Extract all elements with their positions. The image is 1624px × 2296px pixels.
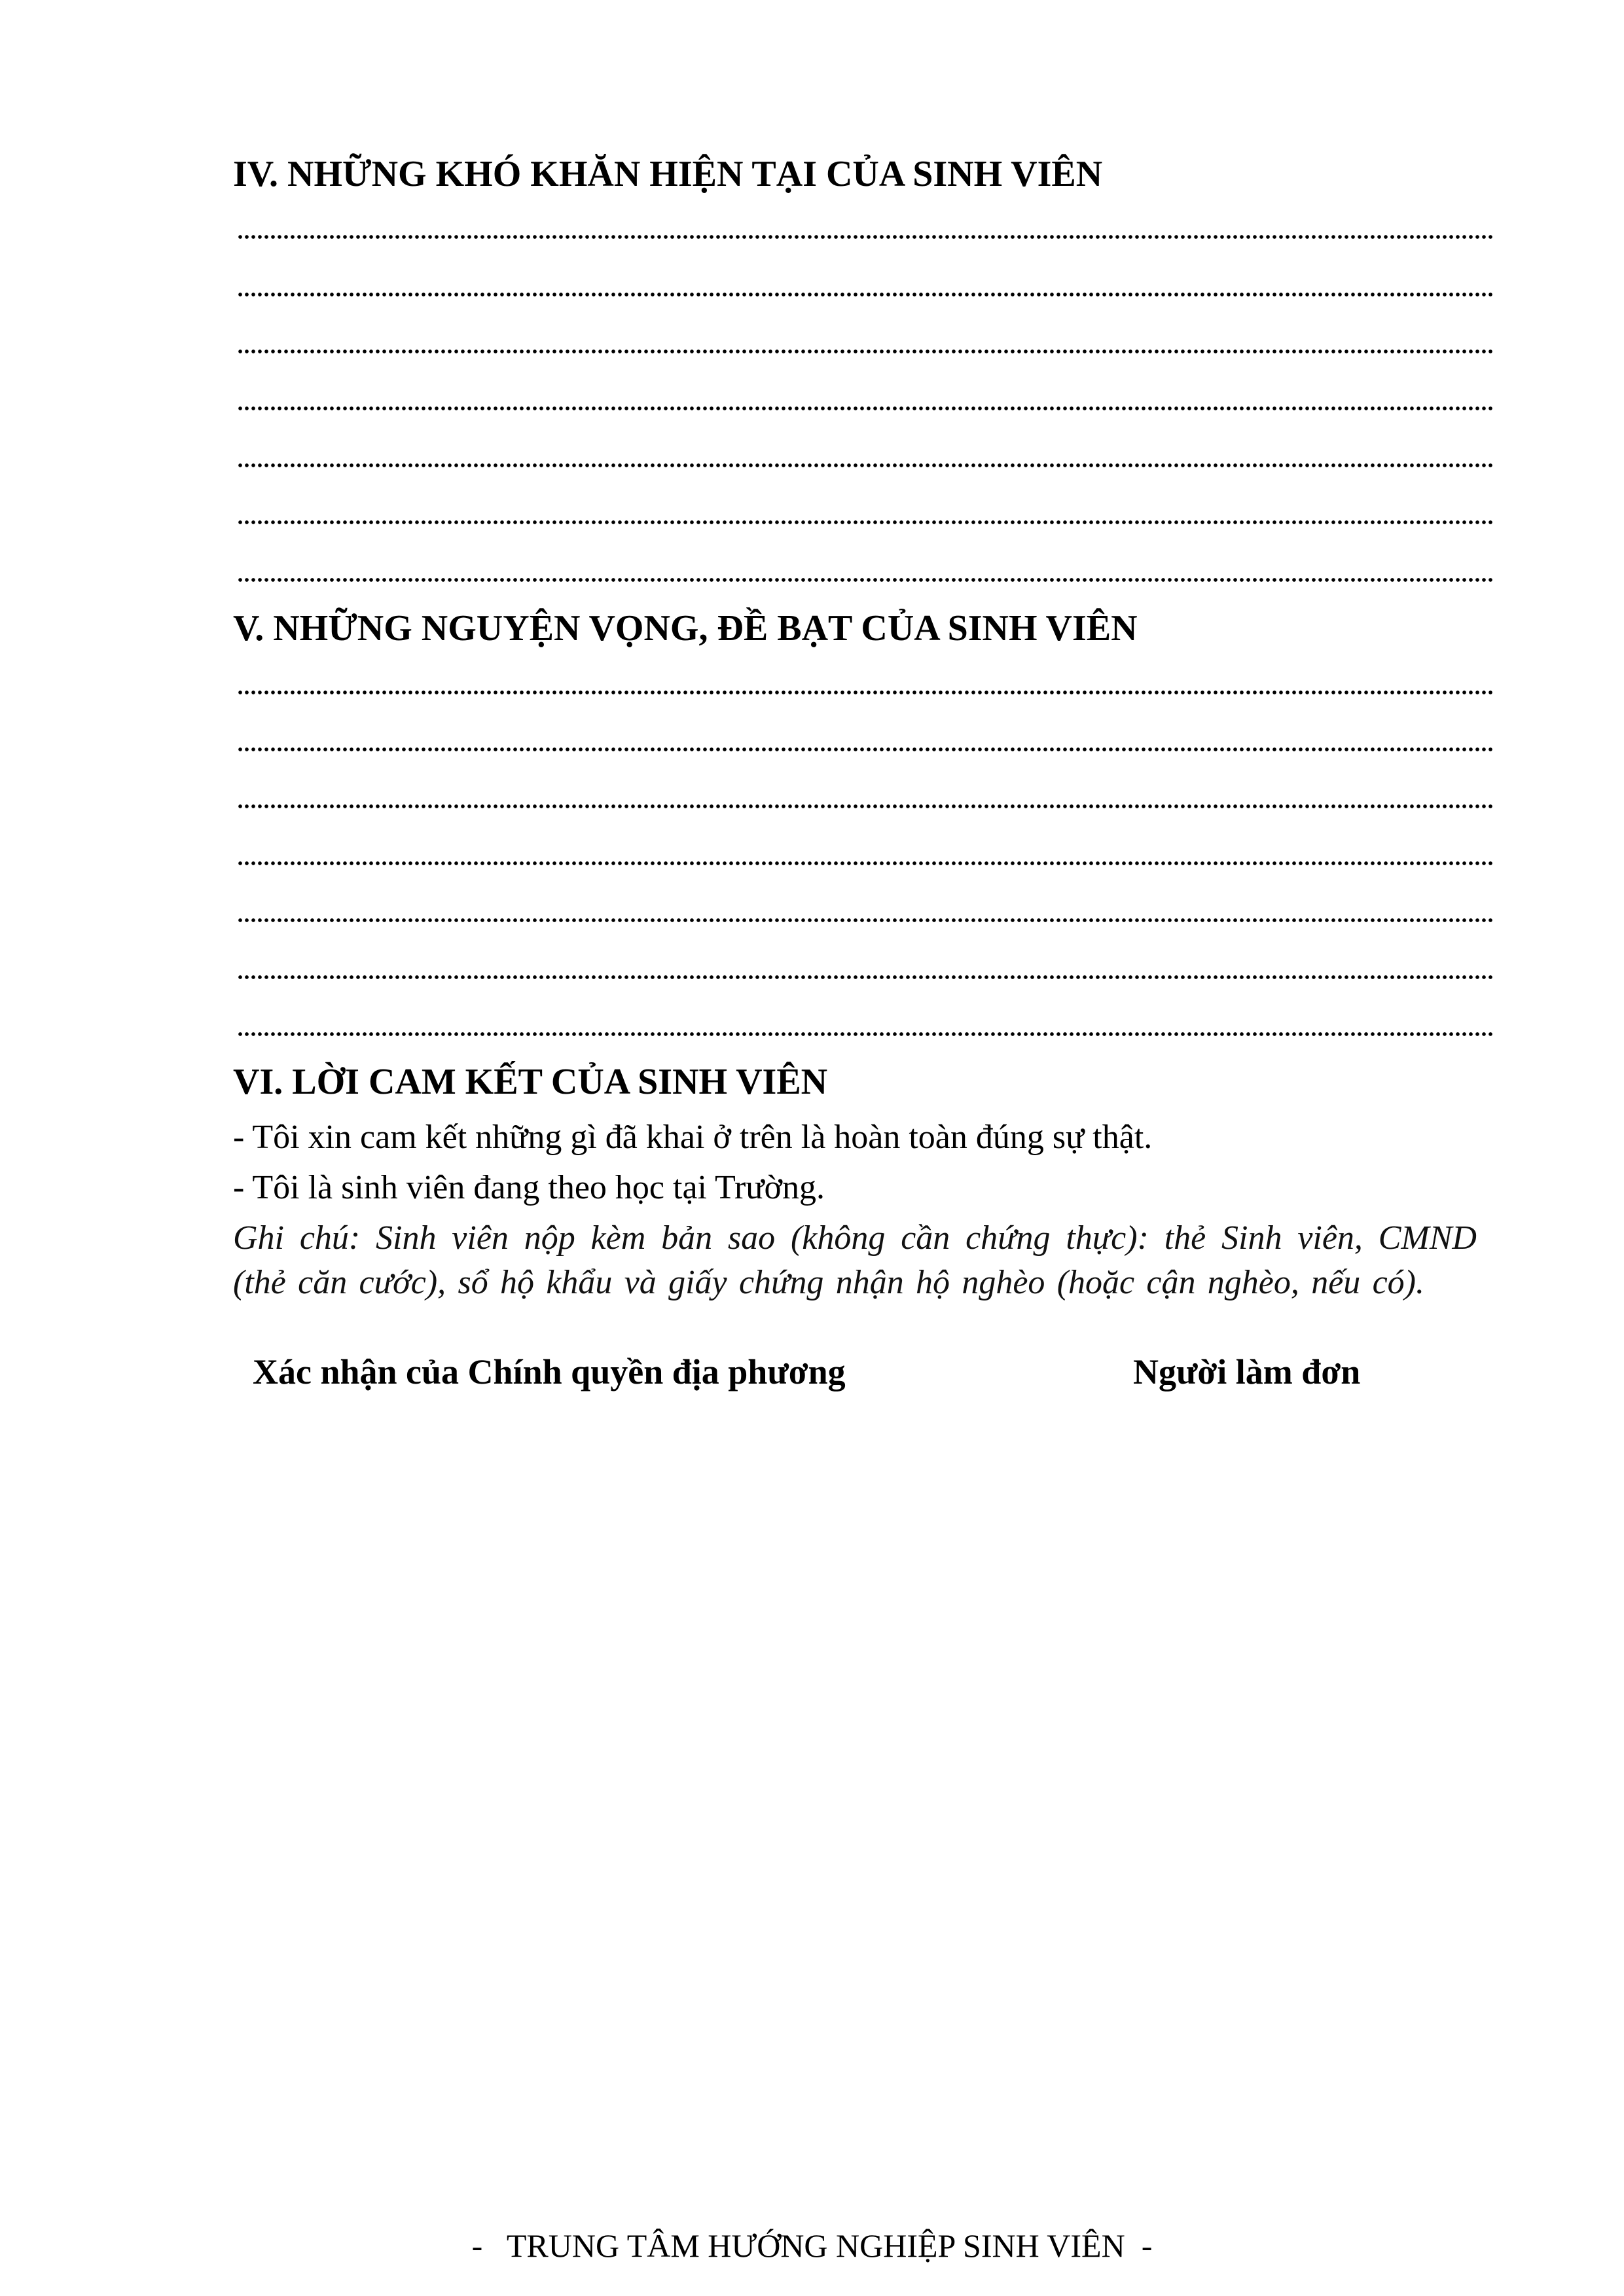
section-iv-heading: IV. NHỮNG KHÓ KHĂN HIỆN TẠI CỦA SINH VIÊN xyxy=(233,154,1103,194)
applicant-label: Người làm đơn xyxy=(1133,1352,1361,1391)
local-authority-confirmation-label: Xác nhận của Chính quyền địa phương xyxy=(253,1352,846,1391)
dotted-answer-line[interactable] xyxy=(237,1031,1494,1037)
dotted-answer-line[interactable] xyxy=(237,406,1494,411)
dotted-answer-line[interactable] xyxy=(237,234,1494,240)
note-line-1: Ghi chú: Sinh viên nộp kèm bản sao (không cần chứng thực): thẻ Sinh viên, CMND xyxy=(233,1219,1477,1257)
dotted-answer-line[interactable] xyxy=(237,463,1494,468)
dotted-answer-line[interactable] xyxy=(237,747,1494,752)
commitment-enrolled: - Tôi là sinh viên đang theo học tại Trường. xyxy=(233,1169,825,1206)
dotted-answer-line[interactable] xyxy=(237,804,1494,809)
dotted-answer-line[interactable] xyxy=(237,918,1494,923)
dotted-answer-line[interactable] xyxy=(237,690,1494,695)
dotted-answer-line[interactable] xyxy=(237,577,1494,583)
dotted-answer-line[interactable] xyxy=(237,349,1494,354)
note-line-2: (thẻ căn cước), sổ hộ khẩu và giấy chứng nhận hộ nghèo (hoặc cận nghèo, nếu có). xyxy=(233,1264,1424,1301)
dotted-answer-line[interactable] xyxy=(237,975,1494,980)
dotted-answer-line[interactable] xyxy=(237,292,1494,297)
dotted-answer-line[interactable] xyxy=(237,861,1494,866)
section-v-heading: V. NHỮNG NGUYỆN VỌNG, ĐỀ BẠT CỦA SINH VIÊN xyxy=(233,608,1138,649)
footer-center-name: - TRUNG TÂM HƯỚNG NGHIỆP SINH VIÊN - xyxy=(471,2227,1153,2264)
dotted-answer-line[interactable] xyxy=(237,520,1494,525)
commitment-truthful: - Tôi xin cam kết những gì đã khai ở trên là hoàn toàn đúng sự thật. xyxy=(233,1119,1153,1156)
section-vi-heading: VI. LỜI CAM KẾT CỦA SINH VIÊN xyxy=(233,1062,828,1102)
